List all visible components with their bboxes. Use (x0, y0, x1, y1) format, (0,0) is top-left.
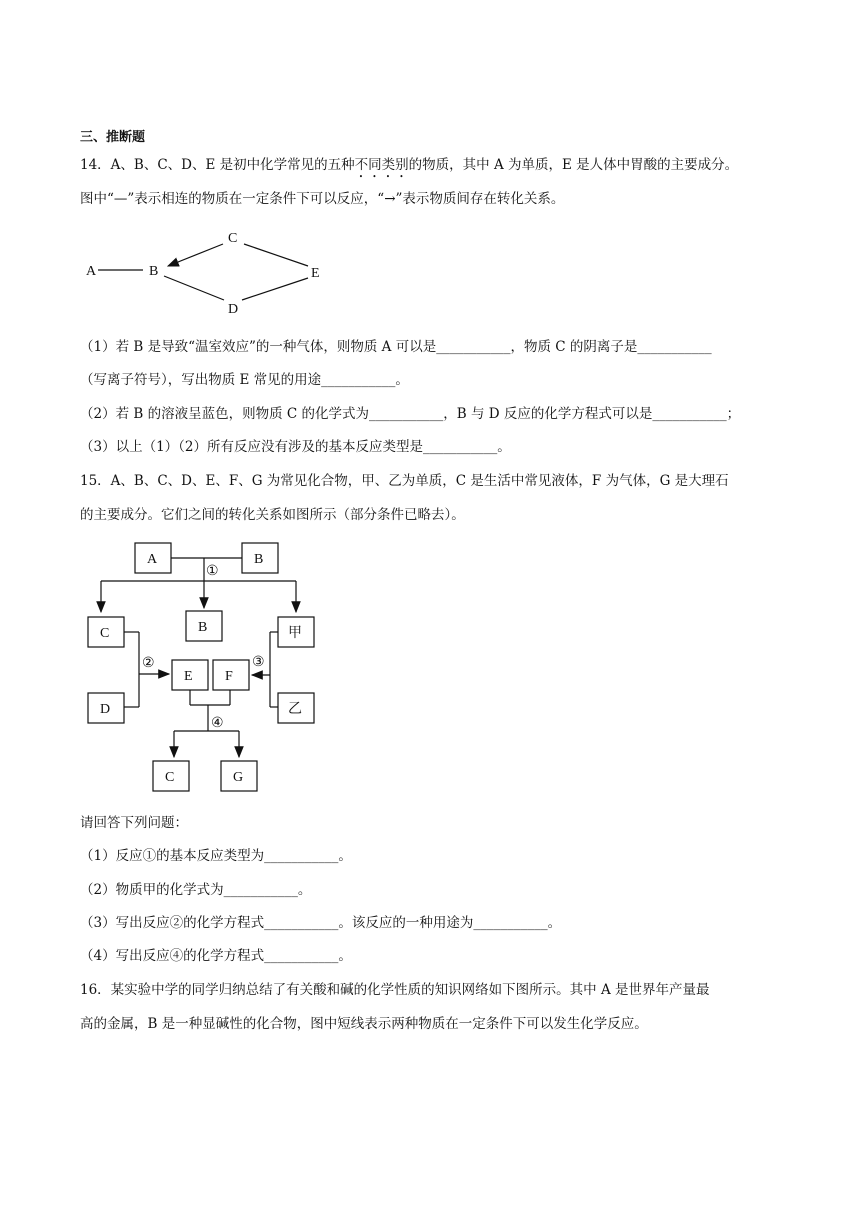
q15-diagram (80, 535, 340, 795)
q16-stem-line2: 高的金属，B 是一种显碱性的化合物，图中短线表示两种物质在一定条件下可以发生化学反应。 (80, 1016, 648, 1032)
q14-edge-d-e (242, 278, 308, 300)
q15-label-r2: ② (142, 656, 155, 671)
q15-label-yi: 乙 (288, 702, 302, 717)
q14-stem-part1: 14．A、B、C、D、E 是初中化学常见的五种 (80, 157, 355, 173)
q14-stem-line1 (80, 155, 738, 181)
q15-label-e: E (184, 669, 193, 684)
q14-node-d: D (228, 302, 239, 317)
q15-label-f: F (225, 669, 233, 684)
q14-part1-line2: （写离子符号），写出物质 E 常见的用途___________。 (80, 372, 409, 388)
q15-prompt: 请回答下列问题： (80, 815, 188, 831)
q14-node-a: A (86, 264, 97, 279)
q15-answer-3: （3）写出反应②的化学方程式___________。该反应的一种用途为___________。 (80, 915, 562, 931)
q15-label-r3: ③ (252, 655, 265, 670)
q15-label-g: G (233, 770, 244, 785)
q15-answer-4: （4）写出反应④的化学方程式___________。 (80, 948, 352, 964)
q14-emphasized-text: 不同类别 (354, 157, 409, 173)
q14-part3: （3）以上（1）（2）所有反应没有涉及的基本反应类型是___________。 (80, 439, 511, 455)
q14-edge-b-d (164, 276, 224, 300)
q15-answer-2: （2）物质甲的化学式为___________。 (80, 882, 312, 898)
q15-label-r1: ① (206, 564, 219, 579)
section-title: 三、推断题 (80, 130, 146, 145)
q14-part2: （2）若 B 的溶液呈蓝色，则物质 C 的化学式为___________，B 与 D 反应的化学方程式可以是___________； (80, 406, 741, 422)
q16-stem-line1: 16．某实验中学的同学归纳总结了有关酸和碱的化学性质的知识网络如下图所示。其中 A 是世界年产量最 (80, 982, 710, 998)
q15-stem-line1: 15．A、B、C、D、E、F、G 为常见化合物，甲、乙为单质，C 是生活中常见液体，F 为气体，G 是大理石 (80, 473, 729, 489)
q14-node-c: C (228, 231, 238, 246)
q15-label-d: D (100, 702, 111, 717)
q15-label-a: A (147, 552, 158, 567)
q15-answer-1: （1）反应①的基本反应类型为___________。 (80, 848, 352, 864)
q15-label-c: C (100, 626, 110, 641)
q14-part1-line1: （1）若 B 是导致“温室效应”的一种气体，则物质 A 可以是___________，物质 C 的阴离子是___________ (80, 339, 712, 355)
q15-label-r4: ④ (211, 716, 224, 731)
q14-diagram (78, 224, 338, 324)
q15-stem-line2: 的主要成分。它们之间的转化关系如图所示（部分条件已略去）。 (80, 507, 465, 523)
q15-label-c-bottom: C (165, 770, 175, 785)
q14-node-b: B (149, 264, 159, 279)
q14-node-e: E (311, 266, 320, 281)
q14-stem-part2: 的物质，其中 A 为单质，E 是人体中胃酸的主要成分。 (408, 157, 739, 173)
q15-label-b-mid: B (198, 620, 208, 635)
q14-edge-c-b (168, 244, 223, 266)
q14-stem-line2: 图中“—”表示相连的物质在一定条件下可以反应，“→”表示物质间存在转化关系。 (80, 191, 565, 207)
q14-edge-c-e (244, 244, 308, 266)
q15-label-jia: 甲 (288, 626, 302, 641)
q15-label-b-top: B (254, 552, 264, 567)
